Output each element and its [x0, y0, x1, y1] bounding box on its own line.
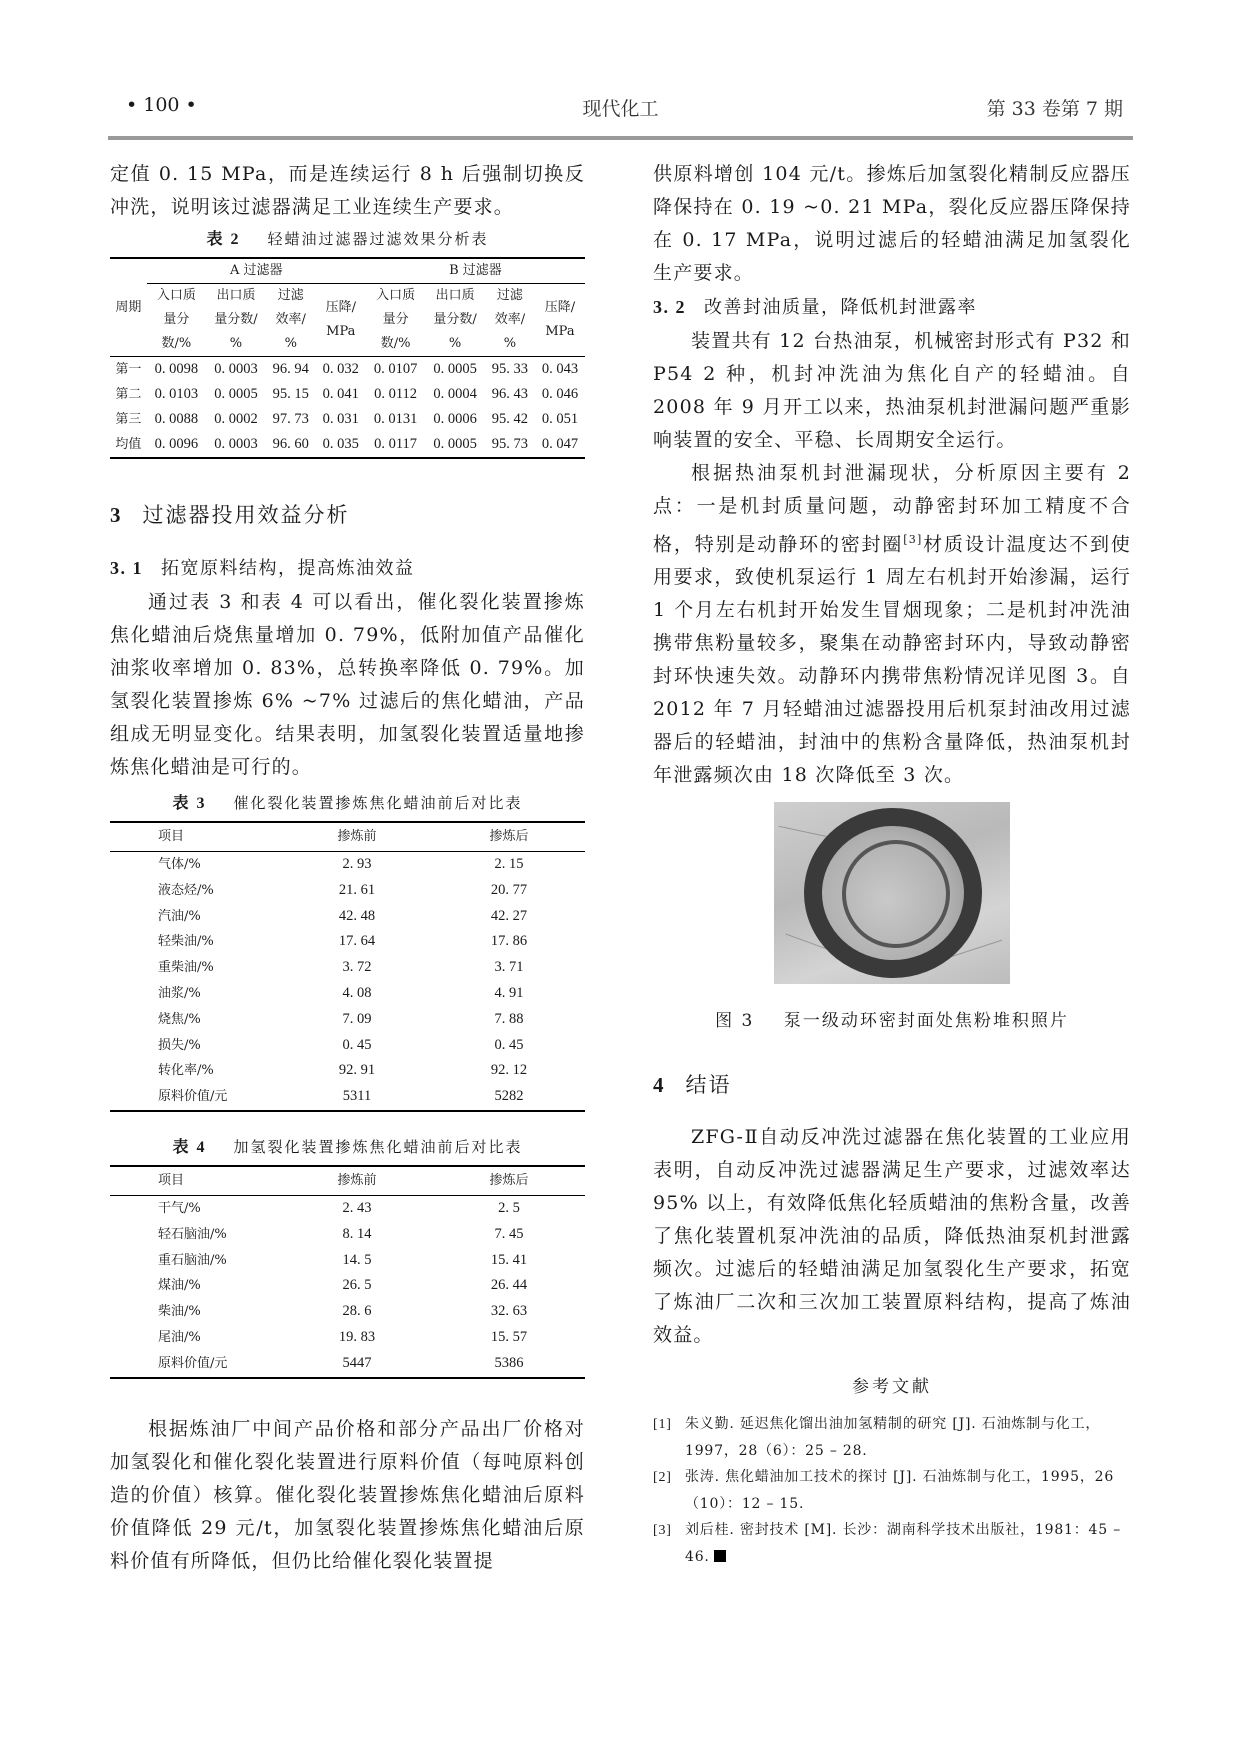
cell: 0. 047	[541, 436, 579, 452]
section-number: 3	[110, 503, 123, 527]
cell: 0. 043	[535, 357, 585, 383]
figure-label: 图 3	[715, 1011, 755, 1032]
cell-value: 19. 83	[338, 1328, 376, 1345]
cell-value: 28. 6	[342, 1303, 372, 1320]
row-label: 重石脑油/%	[158, 1252, 227, 1268]
table3-caption	[110, 790, 585, 813]
text: 根据热油泵机封泄漏现状，分析原因主要有 2 点：一是机封质量问题，动静密封环加工精度不合格，特别是动静环的密封圈	[653, 462, 1131, 556]
section-number: 4	[653, 1073, 666, 1098]
section-3-2-heading	[653, 290, 1131, 325]
figure-title: 泵一级动环密封面处焦粉堆积照片	[783, 1011, 1069, 1032]
table-row	[110, 382, 585, 407]
th-b-out-2: 量分数/	[433, 312, 477, 327]
cell-value: 2. 43	[342, 1199, 372, 1216]
table-row	[110, 432, 585, 458]
paragraph-continued: 定值 0. 15 MPa，而是连续运行 8 h 后强制切换反冲洗，说明该过滤器满足工业连续生产要求。	[110, 163, 585, 218]
cell: 95. 15	[272, 386, 309, 402]
end-mark-icon	[714, 1550, 726, 1562]
section-title: 结语	[685, 1073, 732, 1098]
paragraph-3-1: 通过表 3 和表 4 可以看出，催化裂化装置掺炼焦化蜡油后烧焦量增加 0. 79%，低附加值产品催化油浆收率增加 0. 83%，总转换率降低 0. 79%。加氢裂化装置掺炼 6% ~7% 过滤后的焦化蜡油，产品组成无明显变化。结果表明，加氢裂化装置适量地掺炼焦化蜡油是可行的。	[110, 591, 585, 778]
table4-label: 表 4	[172, 1138, 207, 1156]
section-number: 3. 1	[110, 558, 143, 578]
th-a-in: 入口质	[156, 288, 196, 303]
section-title: 拓宽原料结构，提高炼油效益	[161, 558, 415, 579]
cell: 0. 0002	[214, 411, 258, 427]
section-title: 过滤器投用效益分析	[142, 503, 350, 527]
cell-value: 2. 93	[342, 856, 372, 872]
table-row	[110, 981, 585, 1007]
th-a-out: 出口质	[216, 288, 256, 303]
cell-value: 42. 27	[490, 907, 528, 924]
figure-3-photo	[774, 802, 1010, 984]
reference-item	[653, 1517, 1131, 1570]
cell: 0. 0096	[154, 436, 199, 452]
cell: 0. 032	[316, 357, 366, 383]
section-number: 3. 2	[653, 297, 686, 317]
left-column	[110, 158, 585, 1578]
table-row	[110, 1058, 585, 1084]
references-title: 参考文献	[852, 1377, 932, 1398]
cell-value: 4. 08	[342, 984, 372, 1001]
ref-text: 朱义勤. 延迟焦化馏出油加氢精制的研究 [J]. 石油炼制与化工，1997，28（6）：25 – 28.	[685, 1416, 1101, 1460]
cell: 第一	[110, 357, 147, 383]
cell-value: 92. 12	[490, 1062, 528, 1079]
table-row	[110, 1299, 585, 1325]
running-header	[108, 94, 1133, 124]
row-label: 重柴油/%	[158, 960, 214, 976]
th-after: 掺炼后	[433, 1166, 585, 1196]
cell-value: 4. 91	[494, 984, 524, 1001]
th-a-eff-2: 效率/	[275, 312, 306, 327]
table-row	[110, 904, 585, 930]
table-row	[110, 357, 585, 383]
table4-title: 加氢裂化装置掺炼焦化蜡油前后对比表	[233, 1137, 523, 1156]
ref-text: 刘后桂. 密封技术 [M]. 长沙：湖南科学技术出版社，1981：45 – 46.	[685, 1522, 1122, 1566]
th-b-dp: 压降/ MPa	[544, 300, 576, 339]
table-row	[110, 852, 585, 878]
row-label: 气体/%	[158, 857, 201, 872]
section-3-1-heading	[110, 551, 585, 586]
cell-value: 21. 61	[338, 881, 376, 898]
th-a-out-2: 量分数/	[214, 312, 258, 327]
cell-value: 0. 45	[342, 1036, 372, 1053]
table3	[110, 821, 585, 1112]
table-row	[110, 1007, 585, 1033]
cell: 0. 0088	[154, 411, 199, 427]
paragraph-3-2b	[653, 457, 1131, 792]
cell: 96. 60	[272, 436, 309, 452]
th-b-eff-3: %	[503, 336, 517, 351]
row-label: 轻柴油/%	[158, 934, 214, 950]
right-column	[653, 158, 1131, 1570]
text: 材质设计温度达不到使用要求，致使机泵运行 1 周左右机封开始渗漏，运行 1 个月左右机封开始发生冒烟现象；二是机封冲洗油携带焦粉量较多，聚集在动静密封环内，导致动静密封环快速失效。动静环内携带焦粉情况详见图 3。自 2012 年 7 月轻蜡油过滤器投用后机泵封油改用过滤器后的轻蜡油，封油中的焦粉含量降低，热油泵机封年泄露频次由 18 次降低至 3 次。	[653, 533, 1131, 787]
th-period: 周期	[115, 299, 142, 315]
cell: 均值	[115, 437, 142, 452]
table3-title: 催化裂化装置掺炼焦化蜡油前后对比表	[233, 794, 523, 812]
th-item: 项目	[110, 1166, 281, 1196]
row-label: 轻石脑油/%	[158, 1226, 227, 1242]
cell: 第二	[115, 387, 142, 402]
table2	[110, 257, 585, 459]
th-a-eff: 过滤	[277, 288, 304, 303]
th-item: 项目	[110, 822, 281, 852]
cell: 0. 0131	[373, 411, 418, 427]
cell-value: 5282	[494, 1088, 524, 1105]
section-4-heading	[653, 1069, 1131, 1099]
figure-3-caption	[653, 1006, 1131, 1031]
row-label: 原料价值/元	[158, 1089, 228, 1105]
row-label: 干气/%	[158, 1200, 201, 1216]
cell-value: 20. 77	[490, 881, 528, 898]
ref-number: [1]	[653, 1417, 672, 1433]
th-b-eff-2: 效率/	[494, 312, 526, 327]
paragraph-conclusion: ZFG-Ⅱ自动反冲洗过滤器在焦化装置的工业应用表明，自动反冲洗过滤器满足生产要求，过滤效率达 95% 以上，有效降低焦化轻质蜡油的焦粉含量，改善了焦化装置机泵冲洗油的品质，降低热油泵机封泄露频次。过滤后的轻蜡油满足加氢裂化生产要求，拓宽了炼油厂二次和三次加工装置原料结构，提高了炼油效益。	[653, 1126, 1131, 1347]
ref-number: [3]	[653, 1523, 672, 1539]
cell: 0. 0005	[214, 386, 258, 402]
th-before: 掺炼前	[281, 1166, 433, 1196]
table-row	[110, 1033, 585, 1059]
table-row	[110, 955, 585, 981]
th-b-in: 入口质	[376, 288, 416, 303]
cell: 97. 73	[272, 411, 309, 427]
journal-title: 现代化工	[582, 98, 659, 120]
th-group-b: B 过滤器	[366, 258, 585, 284]
table2-caption	[110, 226, 585, 249]
ref-number: [2]	[653, 1470, 672, 1486]
cell-value: 5447	[342, 1354, 372, 1371]
paragraph-value: 根据炼油厂中间产品价格和部分产品出厂价格对加氢裂化和催化裂化装置进行原料价值（每吨原料创造的价值）核算。催化裂化装置掺炼焦化蜡油后原料价值降低 29 元/t，加氢裂化装置掺炼焦化蜡油后原料价值有所降低，但仍比给催化裂化装置提	[110, 1417, 585, 1572]
th-a-in-3: 数/%	[161, 336, 192, 351]
paragraph-continued: 供原料增创 104 元/t。掺炼后加氢裂化精制反应器压降保持在 0. 19 ~0. 21 MPa，裂化反应器压降保持在 0. 17 MPa，说明过滤后的轻蜡油满足加氢裂化生产要求。	[653, 163, 1131, 284]
section-3-heading	[110, 499, 585, 529]
citation: [3]	[903, 533, 923, 546]
cell: 96. 94	[266, 357, 316, 383]
reference-item	[653, 1411, 1131, 1464]
cell: 0. 0107	[366, 357, 426, 383]
th-a-dp: 压降/ MPa	[325, 300, 356, 339]
cell-value: 92. 91	[338, 1062, 376, 1079]
th-before: 掺炼前	[281, 822, 433, 852]
cell-value: 7. 09	[342, 1010, 372, 1027]
th-b-out: 出口质	[435, 288, 475, 303]
cell: 95. 33	[485, 357, 535, 383]
cell-value: 32. 63	[490, 1303, 528, 1320]
paragraph-3-2a: 装置共有 12 台热油泵，机械密封形式有 P32 和 P54 2 种，机封冲洗油为焦化自产的轻蜡油。自 2008 年 9 月开工以来，热油泵机封泄漏问题严重影响装置的安全、平稳、长周期安全运行。	[653, 330, 1131, 451]
cell: 95. 73	[491, 436, 529, 452]
cell: 0. 031	[322, 411, 359, 427]
seal-ring-image	[804, 808, 982, 978]
th-after: 掺炼后	[433, 822, 585, 852]
cell: 0. 035	[322, 436, 359, 452]
row-label: 转化率/%	[158, 1063, 214, 1079]
th-a-out-3: %	[229, 336, 243, 351]
cell-value: 3. 72	[342, 959, 372, 976]
cell-value: 42. 48	[338, 907, 376, 924]
volume-issue: 第 33 卷第 7 期	[986, 98, 1123, 120]
table-row	[110, 1084, 585, 1111]
cell-value: 5386	[494, 1354, 524, 1371]
cell: 0. 046	[541, 386, 579, 402]
cell-value: 7. 45	[494, 1225, 524, 1242]
row-label: 柴油/%	[158, 1304, 201, 1320]
cell-value: 15. 57	[490, 1328, 528, 1345]
cell-value: 15. 41	[490, 1251, 528, 1268]
page-number: • 100 •	[126, 94, 197, 116]
th-a-in-2: 量分	[163, 312, 190, 327]
cell-value: 3. 71	[494, 959, 524, 976]
th-b-eff: 过滤	[496, 288, 523, 303]
table-row	[110, 1351, 585, 1378]
cell: 0. 0103	[154, 386, 199, 402]
th-group-a: A 过滤器	[147, 258, 366, 284]
th-b-in-2: 量分	[382, 312, 409, 327]
table-row	[110, 878, 585, 904]
cell: 0. 0117	[374, 436, 418, 452]
row-label: 汽油/%	[158, 908, 201, 924]
th-a-eff-3: %	[284, 336, 297, 351]
table3-label: 表 3	[172, 795, 207, 812]
ref-text: 张涛. 焦化蜡油加工技术的探讨 [J]. 石油炼制与化工，1995，26（10）：12 – 15.	[685, 1469, 1115, 1513]
table4	[110, 1165, 585, 1379]
cell: 0. 0098	[147, 357, 207, 383]
cell: 0. 0006	[433, 411, 477, 427]
cell: 0. 041	[322, 386, 359, 402]
cell: 0. 051	[541, 411, 579, 427]
cell-value: 2. 15	[494, 856, 524, 872]
row-label: 尾油/%	[158, 1329, 201, 1345]
cell: 96. 43	[491, 386, 529, 402]
table-row	[110, 929, 585, 955]
th-b-in-3: 数/%	[380, 336, 411, 351]
cell-value: 0. 45	[494, 1036, 524, 1053]
cell-value: 8. 14	[342, 1225, 372, 1242]
row-label: 原料价值/元	[158, 1355, 228, 1371]
cell: 0. 0005	[433, 436, 477, 452]
table-row	[110, 407, 585, 432]
table2-label: 表 2	[206, 231, 241, 248]
cell: 0. 0003	[206, 357, 266, 383]
cell-value: 17. 64	[338, 933, 376, 950]
cell-value: 26. 44	[490, 1277, 528, 1294]
table-row	[110, 1195, 585, 1221]
row-label: 损失/%	[158, 1037, 201, 1053]
section-title: 改善封油质量，降低机封泄露率	[704, 297, 977, 318]
table-row	[110, 1222, 585, 1248]
reference-item	[653, 1464, 1131, 1517]
cell: 0. 0112	[374, 386, 418, 402]
cell-value: 17. 86	[490, 933, 528, 950]
cell-value: 7. 88	[494, 1010, 524, 1027]
th-b-out-3: %	[448, 336, 462, 351]
cell: 0. 0005	[425, 357, 485, 383]
references-list	[653, 1411, 1131, 1570]
cell-value: 14. 5	[342, 1251, 372, 1268]
table-row	[110, 1325, 585, 1351]
table-row	[110, 1248, 585, 1274]
row-label: 油浆/%	[158, 985, 201, 1001]
table2-title: 轻蜡油过滤器过滤效果分析表	[267, 230, 489, 248]
cell: 0. 0004	[433, 386, 477, 402]
cell: 95. 42	[491, 411, 529, 427]
cell: 第三	[115, 412, 142, 427]
row-label: 烧焦/%	[158, 1011, 201, 1027]
cell-value: 2. 5	[498, 1199, 520, 1216]
cell-value: 5311	[342, 1088, 372, 1105]
table-row	[110, 1273, 585, 1299]
cell: 0. 0003	[214, 436, 258, 452]
table4-caption	[110, 1134, 585, 1157]
cell-value: 26. 5	[342, 1277, 372, 1294]
row-label: 液态烃/%	[158, 882, 214, 898]
row-label: 煤油/%	[158, 1278, 201, 1294]
header-rule	[108, 136, 1133, 140]
